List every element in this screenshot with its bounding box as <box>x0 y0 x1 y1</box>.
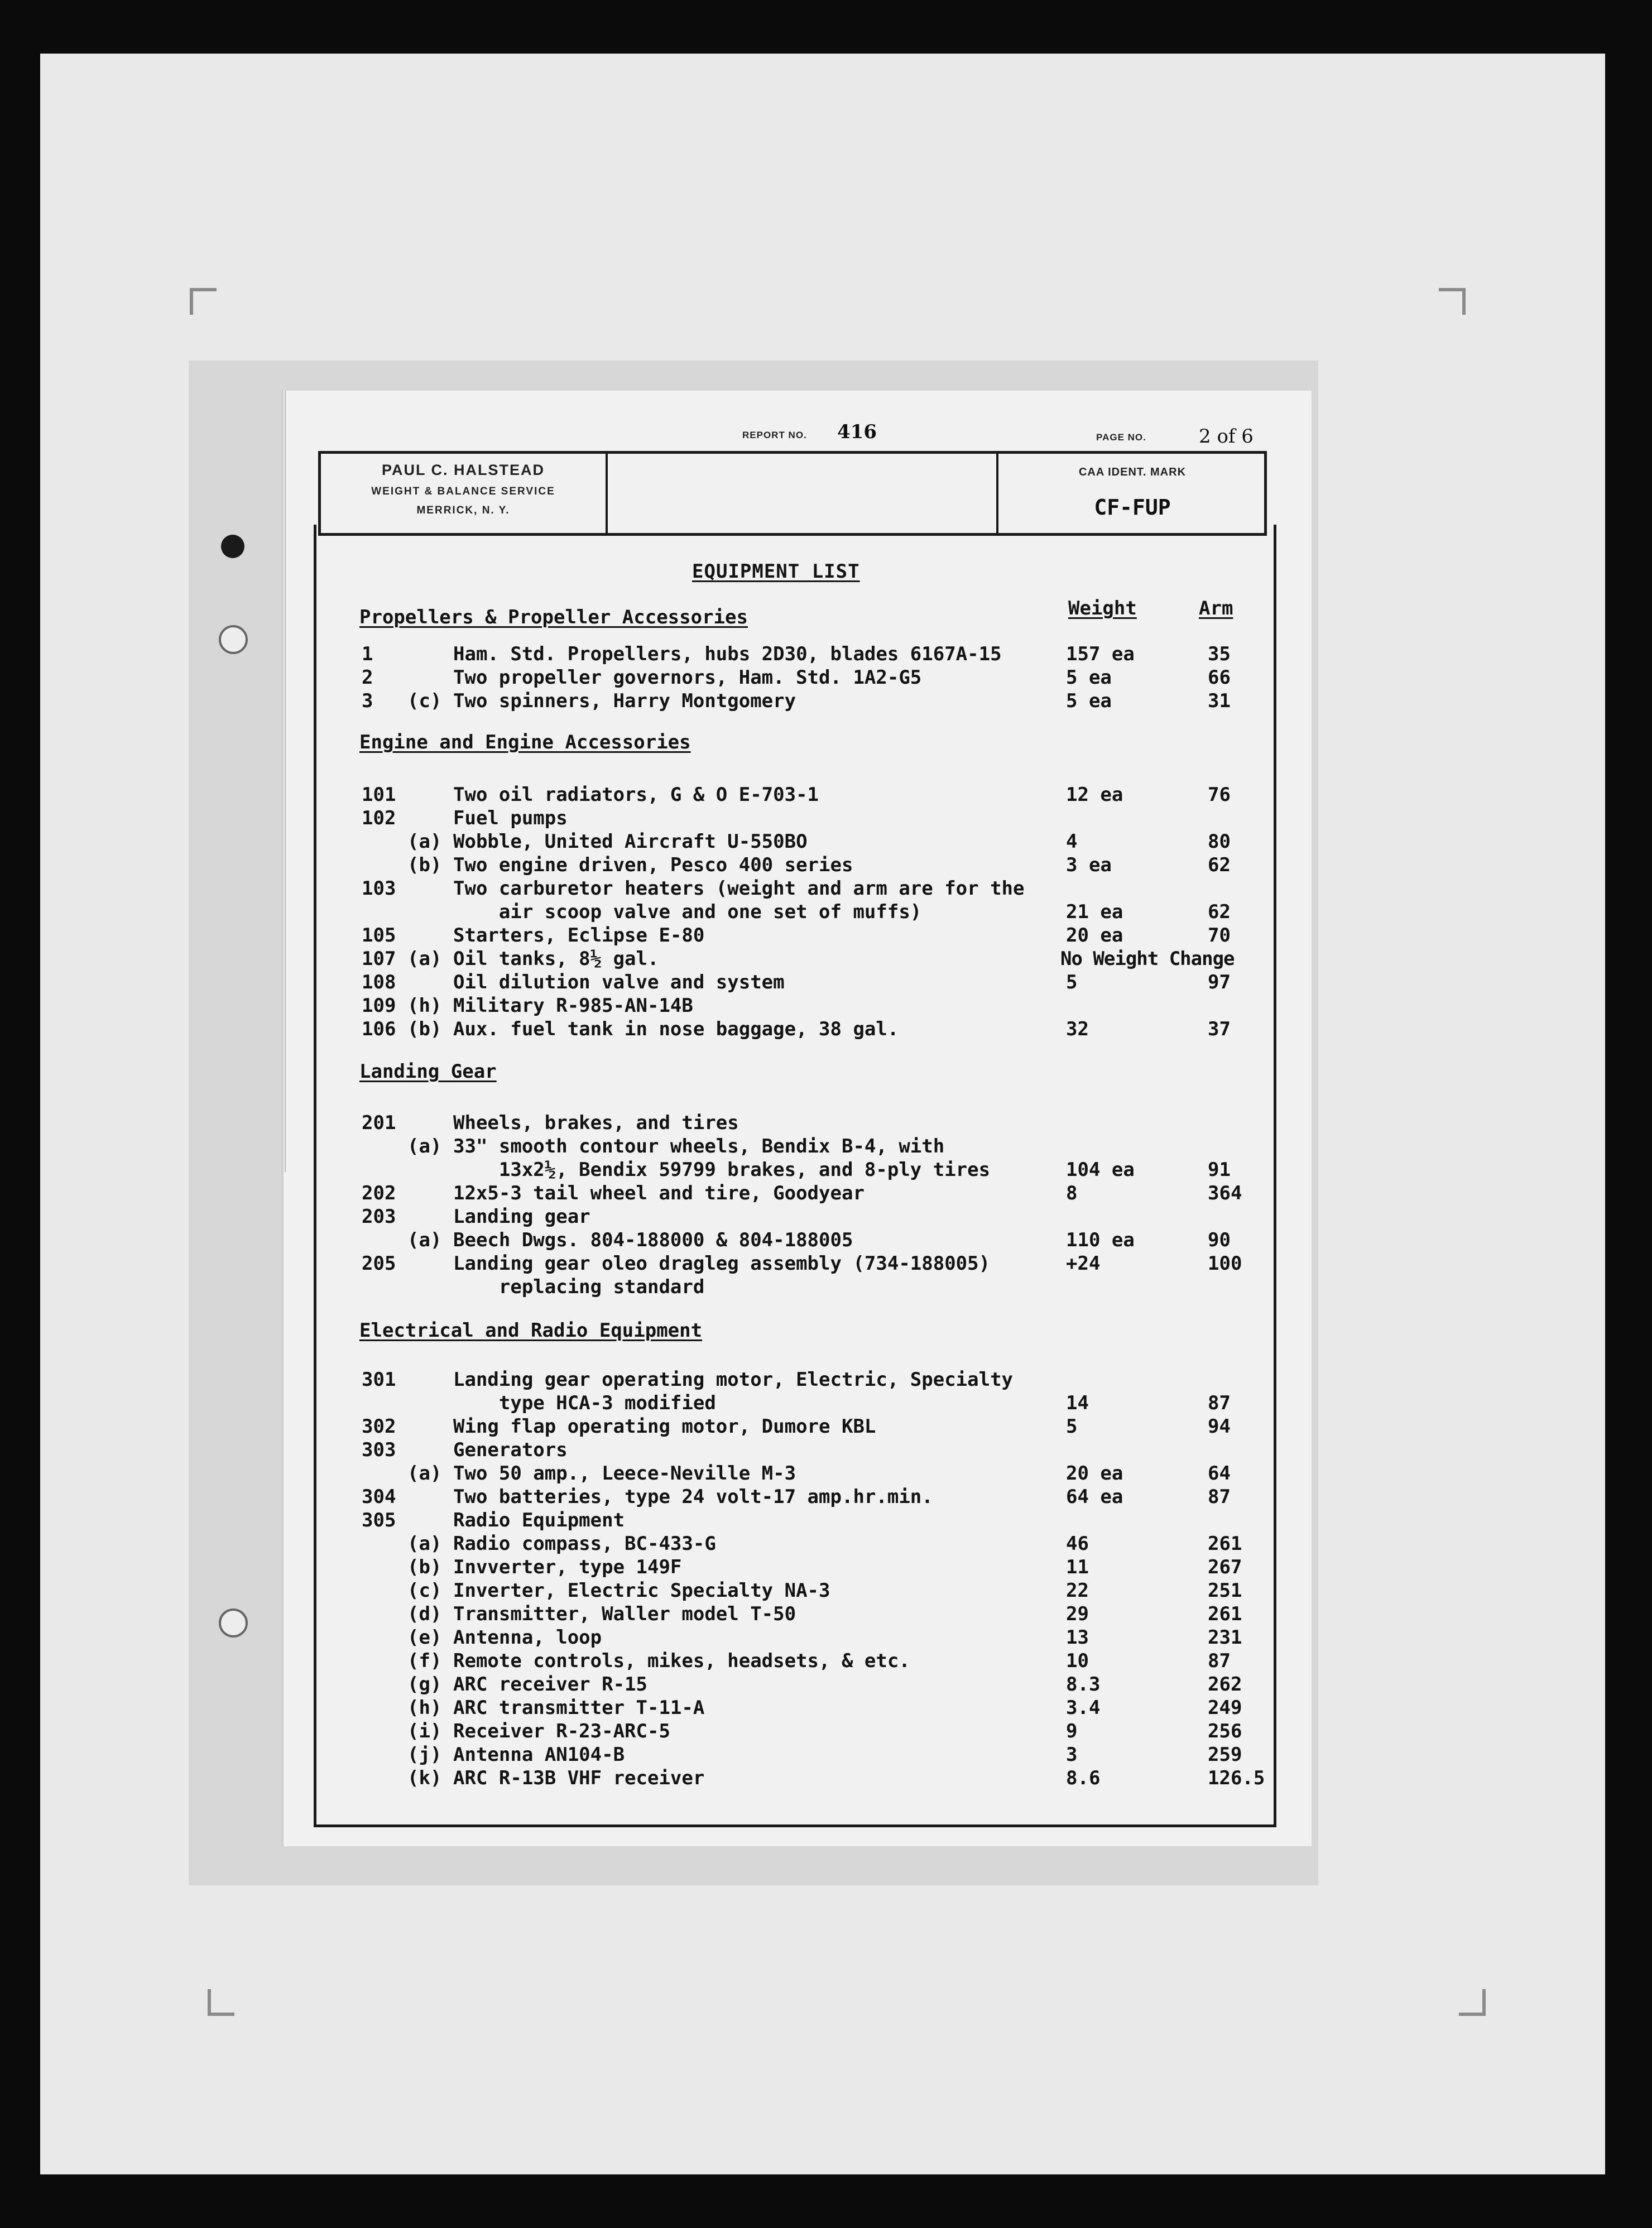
item-sub-letter: (b) <box>407 1556 442 1578</box>
item-number: 109 <box>362 995 396 1017</box>
item-description: Radio compass, BC-433-G <box>453 1533 716 1555</box>
item-arm: 62 <box>1208 854 1231 876</box>
item-weight: 20 ea <box>1066 924 1123 947</box>
item-sub-letter: (d) <box>407 1603 442 1625</box>
page-title: EQUIPMENT LIST <box>692 560 860 583</box>
item-description: 12x5-3 tail wheel and tire, Goodyear <box>453 1182 865 1204</box>
item-number: 107 <box>362 948 396 970</box>
item-sub-letter: (i) <box>407 1720 442 1742</box>
item-arm: 64 <box>1208 1462 1231 1485</box>
item-number: 2 <box>362 666 373 689</box>
item-arm: 126.5 <box>1208 1767 1265 1789</box>
item-weight: 3 <box>1066 1744 1078 1766</box>
item-description: Two oil radiators, G & O E-703-1 <box>453 784 819 806</box>
item-sub-letter: (h) <box>407 995 442 1017</box>
item-weight: 22 <box>1066 1579 1089 1602</box>
item-arm: 267 <box>1208 1556 1242 1578</box>
item-description: replacing standard <box>453 1276 705 1298</box>
item-description: Military R-985-AN-14B <box>453 995 693 1017</box>
item-number: 1 <box>362 643 373 665</box>
item-sub-letter: (b) <box>407 854 442 876</box>
item-sub-letter: (e) <box>407 1626 442 1649</box>
item-sub-letter: (f) <box>407 1650 442 1672</box>
item-arm: 62 <box>1208 901 1231 923</box>
item-arm: 35 <box>1208 643 1231 665</box>
item-arm: 87 <box>1208 1486 1231 1508</box>
item-sub-letter: (a) <box>407 1229 442 1251</box>
item-description: 13x2½, Bendix 59799 brakes, and 8-ply tires <box>453 1159 991 1181</box>
item-description: ARC transmitter T-11-A <box>453 1697 705 1719</box>
item-sub-letter: (a) <box>407 1462 442 1485</box>
item-sub-letter: (a) <box>407 948 442 970</box>
section-heading: Engine and Engine Accessories <box>359 731 691 753</box>
column-header-weight: Weight <box>1068 597 1137 620</box>
item-number: 105 <box>362 924 396 947</box>
item-weight: 3 ea <box>1066 854 1112 876</box>
item-number: 205 <box>362 1252 396 1275</box>
item-number: 203 <box>362 1206 396 1228</box>
item-weight: 8.3 <box>1066 1673 1101 1696</box>
header-divider <box>606 454 608 533</box>
item-description: Starters, Eclipse E-80 <box>453 924 705 947</box>
item-weight: 29 <box>1066 1603 1089 1625</box>
firm-block <box>321 462 606 517</box>
crop-mark-top-right <box>1439 288 1466 315</box>
item-weight: 13 <box>1066 1626 1089 1649</box>
item-weight: 110 ea <box>1066 1229 1135 1251</box>
item-arm: 80 <box>1208 830 1231 853</box>
item-number: 305 <box>362 1509 396 1531</box>
item-sub-letter: (h) <box>407 1697 442 1719</box>
item-description: Wheels, brakes, and tires <box>453 1112 739 1134</box>
item-sub-letter: (c) <box>407 1579 442 1602</box>
item-weight: 5 ea <box>1066 690 1112 712</box>
item-weight: 21 ea <box>1066 901 1123 923</box>
item-description: Oil dilution valve and system <box>453 971 785 993</box>
item-arm: 76 <box>1208 784 1231 806</box>
item-description: Two carburetor heaters (weight and arm are for the <box>453 877 1025 900</box>
item-arm: 231 <box>1208 1626 1242 1649</box>
item-arm: 100 <box>1208 1252 1242 1275</box>
item-description: Two spinners, Harry Montgomery <box>453 690 796 712</box>
punch-hole-bottom <box>219 1608 248 1638</box>
item-arm: 66 <box>1208 666 1231 689</box>
item-arm: 259 <box>1208 1744 1242 1766</box>
item-sub-letter: (a) <box>407 1533 442 1555</box>
page-number-label: PAGE NO. <box>1096 432 1146 443</box>
item-weight: 9 <box>1066 1720 1078 1742</box>
item-number: 304 <box>362 1486 396 1508</box>
item-arm: 261 <box>1208 1603 1242 1625</box>
item-number: 101 <box>362 784 396 806</box>
header-box <box>318 451 1267 536</box>
item-description: Ham. Std. Propellers, hubs 2D30, blades 6167A-15 <box>453 643 1002 665</box>
item-description: Remote controls, mikes, headsets, & etc. <box>453 1650 910 1672</box>
item-description: Two batteries, type 24 volt-17 amp.hr.min. <box>453 1486 933 1508</box>
caa-ident-mark: CF-FUP <box>1094 495 1171 520</box>
item-description: Two engine driven, Pesco 400 series <box>453 854 853 876</box>
item-weight: 46 <box>1066 1533 1089 1555</box>
item-description: Two propeller governors, Ham. Std. 1A2-G5 <box>453 666 922 689</box>
item-number: 108 <box>362 971 396 993</box>
item-weight: 3.4 <box>1066 1697 1101 1719</box>
item-arm: 97 <box>1208 971 1231 993</box>
item-sub-letter: (c) <box>407 690 442 712</box>
item-description: ARC receiver R-15 <box>453 1673 647 1696</box>
item-sub-letter: (a) <box>407 830 442 853</box>
item-arm: 37 <box>1208 1018 1231 1040</box>
item-number: 303 <box>362 1439 396 1461</box>
item-arm: 91 <box>1208 1159 1231 1181</box>
item-description: Fuel pumps <box>453 807 568 829</box>
item-weight: 11 <box>1066 1556 1089 1578</box>
item-weight: 104 ea <box>1066 1159 1135 1181</box>
item-description: Landing gear oleo dragleg assembly (734-188005) <box>453 1252 991 1275</box>
firm-city: MERRICK, N. Y. <box>416 505 510 516</box>
item-arm: 70 <box>1208 924 1231 947</box>
report-number-label: REPORT NO. <box>742 430 807 440</box>
item-number: 102 <box>362 807 396 829</box>
item-weight: 32 <box>1066 1018 1089 1040</box>
crop-mark-top-left <box>190 288 217 315</box>
item-number: 201 <box>362 1112 396 1134</box>
column-header-arm: Arm <box>1199 597 1233 620</box>
crop-mark-bottom-left <box>208 1989 234 2016</box>
item-arm: 94 <box>1208 1415 1231 1438</box>
item-weight: 5 <box>1066 1415 1078 1438</box>
item-description: ARC R-13B VHF receiver <box>453 1767 705 1789</box>
item-description: Wobble, United Aircraft U-550BO <box>453 830 808 853</box>
item-weight: No Weight Change <box>1060 948 1235 970</box>
item-arm: 90 <box>1208 1229 1231 1251</box>
item-weight: 5 ea <box>1066 666 1112 689</box>
punch-hole-top <box>221 535 244 558</box>
page-number: 2 of 6 <box>1199 425 1254 448</box>
item-sub-letter: (j) <box>407 1744 442 1766</box>
firm-service: WEIGHT & BALANCE SERVICE <box>371 486 555 497</box>
item-description: Landing gear <box>453 1206 590 1228</box>
item-arm: 87 <box>1208 1392 1231 1414</box>
item-description: 33" smooth contour wheels, Bendix B-4, with <box>453 1135 945 1158</box>
item-arm: 262 <box>1208 1673 1242 1696</box>
crop-mark-bottom-right <box>1459 1989 1486 2016</box>
item-arm: 261 <box>1208 1533 1242 1555</box>
section-heading: Landing Gear <box>359 1060 497 1083</box>
item-description: Landing gear operating motor, Electric, Specialty <box>453 1369 1014 1391</box>
item-arm: 256 <box>1208 1720 1242 1742</box>
item-arm: 251 <box>1208 1579 1242 1602</box>
item-number: 202 <box>362 1182 396 1204</box>
item-description: air scoop valve and one set of muffs) <box>453 901 922 923</box>
item-weight: 8.6 <box>1066 1767 1101 1789</box>
item-arm: 87 <box>1208 1650 1231 1672</box>
report-number: 416 <box>837 421 877 443</box>
item-description: Inverter, Electric Specialty NA-3 <box>453 1579 830 1602</box>
item-description: Beech Dwgs. 804-188000 & 804-188005 <box>453 1229 853 1251</box>
section-heading: Propellers & Propeller Accessories <box>359 606 748 628</box>
item-number: 3 <box>362 690 373 712</box>
item-weight: +24 <box>1066 1252 1101 1275</box>
item-weight: 5 <box>1066 971 1078 993</box>
item-sub-letter: (k) <box>407 1767 442 1789</box>
item-arm: 364 <box>1208 1182 1242 1204</box>
item-description: Invverter, type 149F <box>453 1556 682 1578</box>
item-weight: 64 ea <box>1066 1486 1123 1508</box>
item-weight: 12 ea <box>1066 784 1123 806</box>
item-description: Aux. fuel tank in nose baggage, 38 gal. <box>453 1018 899 1040</box>
item-description: Antenna AN104-B <box>453 1744 625 1766</box>
item-number: 103 <box>362 877 396 900</box>
item-weight: 20 ea <box>1066 1462 1123 1485</box>
item-number: 106 <box>362 1018 396 1040</box>
page-edge-line <box>285 391 286 1172</box>
item-description: Wing flap operating motor, Dumore KBL <box>453 1415 876 1438</box>
item-description: Receiver R-23-ARC-5 <box>453 1720 670 1742</box>
item-description: Oil tanks, 8½ gal. <box>453 948 659 970</box>
firm-name: PAUL C. HALSTEAD <box>381 462 545 478</box>
caa-ident-label: CAA IDENT. MARK <box>1078 466 1187 478</box>
item-weight: 4 <box>1066 830 1078 853</box>
item-sub-letter: (b) <box>407 1018 442 1040</box>
item-weight: 10 <box>1066 1650 1089 1672</box>
item-sub-letter: (g) <box>407 1673 442 1696</box>
item-weight: 14 <box>1066 1392 1089 1414</box>
item-arm: 31 <box>1208 690 1231 712</box>
punch-hole-middle <box>219 625 248 654</box>
section-heading: Electrical and Radio Equipment <box>359 1319 703 1342</box>
item-number: 301 <box>362 1369 396 1391</box>
item-sub-letter: (a) <box>407 1135 442 1158</box>
item-description: Radio Equipment <box>453 1509 625 1531</box>
item-weight: 157 ea <box>1066 643 1135 665</box>
item-description: Antenna, loop <box>453 1626 602 1649</box>
item-arm: 249 <box>1208 1697 1242 1719</box>
item-number: 302 <box>362 1415 396 1438</box>
item-description: Two 50 amp., Leece-Neville M-3 <box>453 1462 796 1485</box>
item-description: Transmitter, Waller model T-50 <box>453 1603 796 1625</box>
item-weight: 8 <box>1066 1182 1078 1204</box>
item-description: type HCA-3 modified <box>453 1392 716 1414</box>
item-description: Generators <box>453 1439 568 1461</box>
